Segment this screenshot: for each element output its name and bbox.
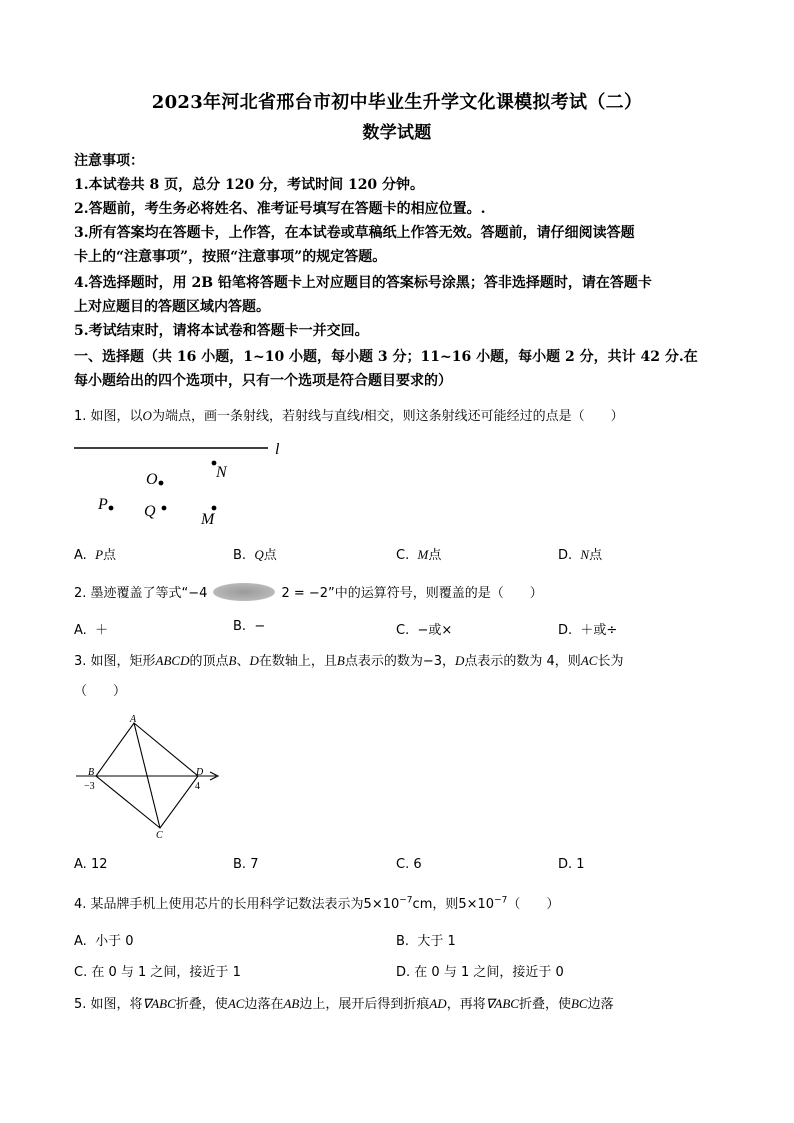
note-item: 5.考试结束时，请将本试卷和答题卡一并交回。: [74, 323, 369, 339]
question-2-stem: 2. 墨迹覆盖了等式“−4 2 = −2”中的运算符号，则覆盖的是（ ）: [74, 582, 543, 601]
note-item: 4.答选择题时，用 2B 铅笔将答题卡上对应题目的答案标号涂黑；答非选择题时，请在答题卡: [74, 275, 652, 291]
point-o: [159, 481, 164, 486]
question-4-option-c[interactable]: C. 在 0 与 1 之间，接近于 1: [74, 965, 241, 980]
question-3-option-d[interactable]: D. 1: [558, 857, 585, 872]
question-2-option-b[interactable]: B. −: [233, 619, 266, 634]
question-3-option-a[interactable]: A. 12: [74, 857, 108, 872]
question-5-stem: 5. 如图，将∇ABC折叠，使AC边落在AB边上，展开后得到折痕AD，再将∇ABC折叠，使BC边落: [74, 996, 614, 1012]
point-q-label: Q: [144, 503, 156, 520]
exam-title: 2023年河北省邢台市初中毕业生升学文化课模拟考试（二）: [151, 92, 643, 113]
question-3-stem-line2: （ ）: [74, 684, 127, 699]
question-3-figure: [70, 712, 230, 842]
question-1-option-a[interactable]: A. P点: [74, 547, 117, 563]
point-p: [109, 506, 114, 511]
question-4-option-a[interactable]: A. 小于 0: [74, 934, 134, 949]
question-2-option-a[interactable]: A. ＋: [74, 623, 109, 638]
vertex-a-label: A: [130, 714, 137, 725]
question-4-option-b[interactable]: B. 大于 1: [396, 934, 456, 949]
note-item: 上对应题目的答题区域内答题。: [74, 299, 270, 315]
question-3-option-c[interactable]: C. 6: [396, 857, 422, 872]
note-item: 1.本试卷共 8 页，总分 120 分，考试时间 120 分钟。: [74, 177, 425, 193]
note-item: 卡上的“注意事项”，按照“注意事项”的规定答题。: [74, 249, 387, 265]
section-heading-line1: 一、选择题（共 16 小题，1~10 小题，每小题 3 分；11~16 小题，每小题 2 分，共计 42 分.在: [74, 349, 698, 365]
line-l-label: l: [275, 441, 280, 458]
question-2-option-c[interactable]: C. −或×: [396, 623, 453, 638]
point-p-label: P: [98, 496, 108, 513]
exam-subtitle: 数学试题: [362, 123, 432, 143]
question-4-option-d[interactable]: D. 在 0 与 1 之间，接近于 0: [396, 965, 564, 980]
note-item: 3.所有答案均在答题卡，上作答，在本试卷或草稿纸上作答无效。答题前，请仔细阅读答题: [74, 225, 635, 241]
b-value-label: −3: [84, 781, 95, 792]
question-1-option-b[interactable]: B. Q点: [233, 547, 277, 563]
question-3-option-b[interactable]: B. 7: [233, 857, 259, 872]
vertex-d-label: D: [196, 767, 204, 778]
ink-blot: [213, 583, 275, 601]
question-1-option-d[interactable]: D. N点: [558, 547, 603, 563]
question-1-option-c[interactable]: C. M点: [396, 547, 442, 563]
vertex-b-label: B: [88, 767, 95, 778]
question-3-stem-line1: 3. 如图，矩形ABCD的顶点B、D在数轴上，且B点表示的数为−3，D点表示的数为 4，则AC长为: [74, 653, 624, 669]
section-heading-line2: 每小题给出的四个选项中，只有一个选项是符合题目要求的）: [74, 373, 452, 389]
question-4-stem: 4. 某品牌手机上使用芯片的长用科学记数法表示为$5\times 10^{-7}cm$，则$5\times 10^{-7}$（ ）: [74, 895, 560, 912]
question-2-option-d[interactable]: D. ＋或÷: [558, 623, 618, 638]
note-item: 2.答题前，考生务必将姓名、准考证号填写在答题卡的相应位置。.: [74, 201, 486, 217]
point-o-label: O: [146, 471, 158, 488]
point-m-label: M: [201, 511, 215, 528]
question-1-stem: 1. 如图，以O为端点，画一条射线，若射线与直线l相交，则这条射线还可能经过的点是（ ）: [74, 408, 624, 424]
point-q: [162, 506, 167, 511]
question-1-figure: [60, 432, 300, 532]
d-value-label: 4: [195, 781, 200, 792]
point-n-label: N: [216, 464, 227, 481]
vertex-c-label: C: [156, 830, 163, 841]
notes-heading: 注意事项：: [74, 153, 144, 169]
point-m: [212, 506, 217, 511]
